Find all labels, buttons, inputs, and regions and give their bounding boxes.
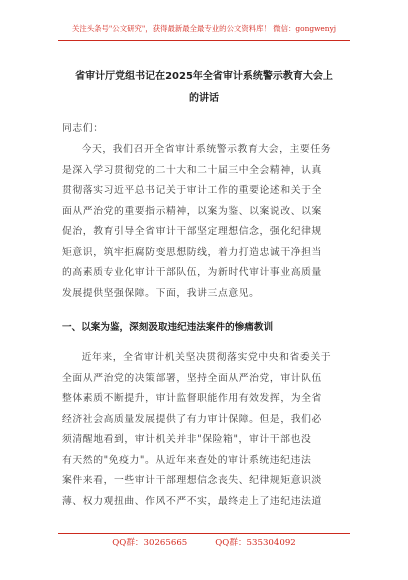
section-line: 全面从严治党的决策部署，坚持全面从严治党，审计队伍 — [62, 372, 322, 384]
section-line: 经济社会高质量发展提供了有力审计保障。但是，我们必 — [62, 413, 322, 425]
salutation: 同志们： — [62, 123, 104, 134]
title-line-2: 的讲话 — [189, 93, 219, 104]
header-banner: 关注头条号"公文研究"，获得最新最全最专业的公文资料库！ 微信：gongwenyj — [71, 24, 337, 33]
footer-qq-group-1: QQ群：30265665 — [112, 538, 188, 548]
intro-line: 矩意识，筑牢拒腐防变思想防线，着力打造忠诚干净担当 — [62, 246, 322, 258]
intro-line: 的高素质专业化审计干部队伍，为新时代审计事业高质量 — [62, 267, 322, 278]
section-1-heading: 一、以案为鉴，深刻汲取违纪违法案件的惨痛教训 — [62, 322, 274, 333]
intro-line: 促治，教育引导全省审计干部坚定理想信念，强化纪律规 — [62, 226, 322, 237]
intro-line: 是深入学习贯彻党的二十大和二十届三中全会精神，认真 — [62, 164, 322, 176]
header-divider — [58, 40, 350, 41]
section-line: 有天然的"免疫力"。从近年来查处的审计系统违纪违法 — [62, 454, 312, 466]
section-line: 整体素质不断提升，审计监督职能作用有效发挥，为全省 — [62, 393, 322, 404]
section-1-paragraph — [62, 348, 346, 512]
section-line: 须清醒地看到，审计机关并非"保险箱"，审计干部也没 — [62, 434, 312, 445]
section-line: 近年来，全省审计机关坚决贯彻落实党中央和省委关于 — [81, 352, 332, 363]
footer-qq-group-2: QQ群：535304092 — [215, 538, 296, 548]
intro-line: 发展提供坚强保障。下面，我讲三点意见。 — [62, 287, 260, 299]
intro-line: 今天，我们召开全省审计系统警示教育大会，主要任务 — [81, 144, 332, 155]
intro-paragraph — [62, 140, 346, 304]
section-line: 薄、权力观扭曲、作风不严不实，最终走上了违纪违法道 — [62, 495, 322, 507]
title-line-1: 省审计厅党组书记在2025年全省审计系统警示教育大会上 — [75, 71, 333, 82]
footer-divider — [58, 533, 350, 534]
intro-line: 面从严治党的重要指示精神，以案为鉴、以案说改、以案 — [62, 205, 322, 217]
section-line: 案件来看，一些审计干部理想信念丧失、纪律规矩意识淡 — [62, 475, 322, 486]
document-title — [52, 66, 356, 110]
intro-line: 贯彻落实习近平总书记关于审计工作的重要论述和关于全 — [62, 185, 322, 196]
footer — [0, 537, 408, 549]
